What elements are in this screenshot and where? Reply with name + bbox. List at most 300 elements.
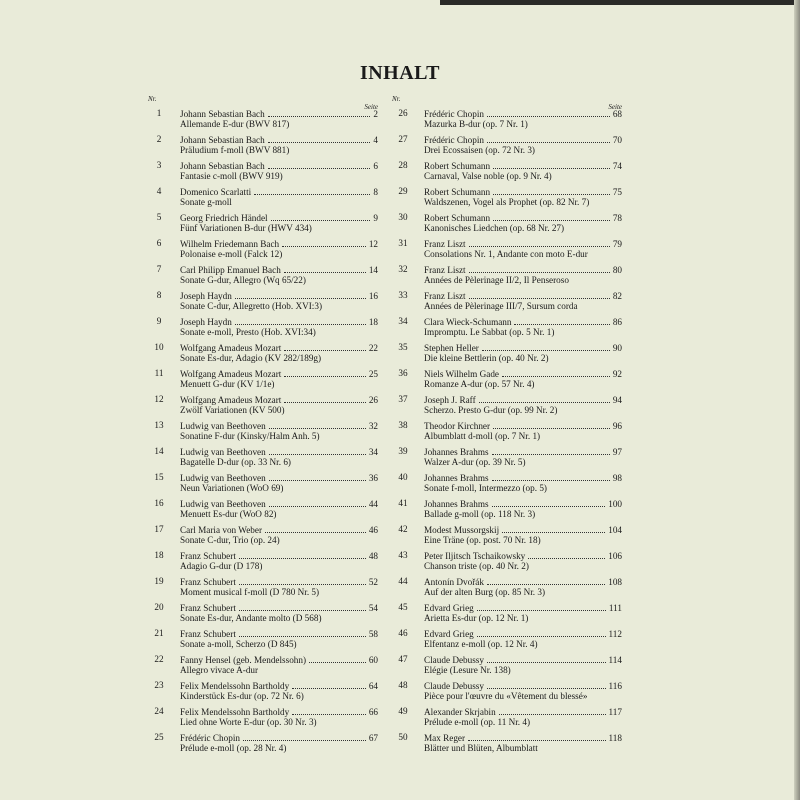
- entry-composer: Wolfgang Amadeus Mozart: [180, 343, 282, 353]
- toc-entry: [392, 445, 622, 471]
- entry-page-number: 58: [368, 629, 378, 639]
- entry-number: 2: [156, 134, 162, 144]
- entry-number: 14: [154, 446, 164, 456]
- entry-page-number: 18: [368, 317, 378, 327]
- dot-leader: [284, 342, 365, 351]
- entry-page-number: 44: [368, 499, 378, 509]
- toc-entry: [392, 497, 622, 523]
- entry-composer: Johann Sebastian Bach: [180, 161, 265, 171]
- entry-number: 34: [398, 316, 408, 326]
- dot-leader: [309, 654, 366, 663]
- toc-entry: [392, 731, 622, 757]
- entry-number: 5: [156, 212, 162, 222]
- entry-composer: Johannes Brahms: [424, 447, 489, 457]
- dot-leader: [487, 576, 605, 585]
- entry-composer: Modest Mussorgskij: [424, 525, 500, 535]
- entry-composer: Theodor Kirchner: [424, 421, 491, 431]
- entry-page-number: 96: [612, 421, 622, 431]
- entry-page-number: 67: [368, 733, 378, 743]
- entry-piece: Walzer A-dur (op. 39 Nr. 5): [424, 457, 526, 467]
- entry-composer: Franz Schubert: [180, 577, 236, 587]
- entry-number: 27: [398, 134, 408, 144]
- entry-page-number: 4: [373, 135, 378, 145]
- entry-piece: Chanson triste (op. 40 Nr. 2): [424, 561, 529, 571]
- entry-piece: Sonate Es-dur, Adagio (KV 282/189g): [180, 353, 322, 363]
- entry-piece: Albumblatt d-moll (op. 7 Nr. 1): [424, 431, 541, 441]
- entry-number: 9: [156, 316, 162, 326]
- entry-composer: Wolfgang Amadeus Mozart: [180, 369, 282, 379]
- entry-page-number: 32: [368, 421, 378, 431]
- entry-number: 1: [156, 108, 162, 118]
- entry-number: 38: [398, 420, 408, 430]
- entry-composer: Niels Wilhelm Gade: [424, 369, 499, 379]
- entry-number: 6: [156, 238, 162, 248]
- dot-leader: [487, 654, 606, 663]
- entry-piece: Sonate G-dur, Allegro (Wq 65/22): [180, 275, 306, 285]
- entry-piece: Années de Pèlerinage II/2, Il Penseroso: [424, 275, 569, 285]
- entry-composer: Ludwig van Beethoven: [180, 421, 266, 431]
- entry-composer: Robert Schumann: [424, 213, 491, 223]
- entry-piece: Prélude e-moll (op. 28 Nr. 4): [180, 743, 287, 753]
- dot-leader: [269, 420, 366, 429]
- toc-entry: [148, 289, 378, 315]
- toc-entry: [148, 237, 378, 263]
- toc-entry: [392, 367, 622, 393]
- entry-number: 23: [154, 680, 164, 690]
- entry-page-number: 74: [612, 161, 622, 171]
- dot-leader: [269, 472, 366, 481]
- dot-leader: [243, 732, 366, 741]
- toc-entry: [148, 341, 378, 367]
- entry-piece: Drei Ecossaisen (op. 72 Nr. 3): [424, 145, 535, 155]
- entry-number: 30: [398, 212, 408, 222]
- entry-piece: Waldszenen, Vogel als Prophet (op. 82 Nr. 7): [424, 197, 590, 207]
- entry-number: 19: [154, 576, 164, 586]
- toc-entry: [392, 523, 622, 549]
- entry-number: 11: [154, 368, 164, 378]
- entry-number: 36: [398, 368, 408, 378]
- entry-number: 40: [398, 472, 408, 482]
- entry-page-number: 46: [368, 525, 378, 535]
- toc-entry: [148, 731, 378, 757]
- seite-header: Seite: [608, 103, 622, 111]
- entry-number: 47: [398, 654, 408, 664]
- entry-composer: Johannes Brahms: [424, 473, 489, 483]
- dot-leader: [254, 186, 370, 195]
- entry-composer: Edvard Grieg: [424, 603, 474, 613]
- entry-composer: Franz Schubert: [180, 603, 236, 613]
- entry-composer: Carl Maria von Weber: [180, 525, 263, 535]
- dot-leader: [239, 602, 366, 611]
- dot-leader: [284, 264, 366, 273]
- entry-piece: Die kleine Bettlerin (op. 40 Nr. 2): [424, 353, 549, 363]
- entry-composer: Franz Schubert: [180, 629, 236, 639]
- dot-leader: [268, 134, 371, 143]
- dot-leader: [265, 524, 366, 533]
- entry-number: 8: [156, 290, 162, 300]
- toc-entry: [392, 341, 622, 367]
- entry-number: 32: [398, 264, 408, 274]
- entry-page-number: 66: [368, 707, 378, 717]
- toc-entry: [392, 107, 622, 133]
- entry-page-number: 25: [368, 369, 378, 379]
- toc-entry: [148, 445, 378, 471]
- entry-piece: Années de Pèlerinage III/7, Sursum corda: [424, 301, 578, 311]
- entry-page-number: 108: [608, 577, 622, 587]
- entry-composer: Franz Schubert: [180, 551, 236, 561]
- toc-entry: [148, 471, 378, 497]
- entry-composer: Joseph Haydn: [180, 291, 232, 301]
- entry-composer: Max Reger: [424, 733, 466, 743]
- entry-piece: Neun Variationen (WoO 69): [180, 483, 284, 493]
- dot-leader: [271, 212, 371, 221]
- entry-composer: Alexander Skrjabin: [424, 707, 496, 717]
- toc-entry: [392, 159, 622, 185]
- entry-composer: Felix Mendelssohn Bartholdy: [180, 707, 290, 717]
- entry-number: 4: [156, 186, 162, 196]
- entry-page-number: 106: [608, 551, 622, 561]
- entry-page-number: 111: [608, 603, 622, 613]
- seite-header: Seite: [364, 103, 378, 111]
- toc-entry: [392, 471, 622, 497]
- dot-leader: [469, 238, 610, 247]
- entry-number: 20: [154, 602, 164, 612]
- entry-page-number: 97: [612, 447, 622, 457]
- entry-piece: Elfentanz e-moll (op. 12 Nr. 4): [424, 639, 538, 649]
- entry-piece: Lied ohne Worte E-dur (op. 30 Nr. 3): [180, 717, 317, 727]
- entry-page-number: 98: [612, 473, 622, 483]
- toc-column-right: [392, 95, 622, 757]
- toc-entry: [148, 107, 378, 133]
- entry-piece: Scherzo. Presto G-dur (op. 99 Nr. 2): [424, 405, 558, 415]
- page-title: INHALT: [359, 62, 441, 84]
- toc-entry: [392, 549, 622, 575]
- dot-leader: [492, 472, 610, 481]
- entry-number: 45: [398, 602, 408, 612]
- toc-entry: [148, 679, 378, 705]
- entry-number: 26: [398, 108, 408, 118]
- toc-entry: [392, 627, 622, 653]
- entry-number: 28: [398, 160, 408, 170]
- entry-composer: Joseph J. Raff: [424, 395, 476, 405]
- entry-page-number: 6: [373, 161, 378, 171]
- dot-leader: [482, 342, 610, 351]
- entry-number: 48: [398, 680, 408, 690]
- entry-page-number: 64: [368, 681, 378, 691]
- entry-composer: Wilhelm Friedemann Bach: [180, 239, 280, 249]
- entry-piece: Fünf Variationen B-dur (HWV 434): [180, 223, 312, 233]
- entry-piece: Menuett G-dur (KV 1/1e): [180, 379, 275, 389]
- entry-page-number: 86: [612, 317, 622, 327]
- dot-leader: [487, 134, 610, 143]
- dot-leader: [268, 108, 371, 117]
- column-header: [392, 95, 622, 111]
- entry-page-number: 82: [612, 291, 622, 301]
- entry-composer: Clara Wieck-Schumann: [424, 317, 512, 327]
- entry-page-number: 104: [608, 525, 622, 535]
- toc-entry: [392, 575, 622, 601]
- dot-leader: [514, 316, 609, 325]
- toc-entry: [392, 315, 622, 341]
- entry-piece: Bagatelle D-dur (op. 33 Nr. 6): [180, 457, 291, 467]
- dot-leader: [477, 602, 606, 611]
- dot-leader: [492, 498, 606, 507]
- dot-leader: [502, 524, 605, 533]
- dot-leader: [469, 264, 610, 273]
- dot-leader: [269, 498, 366, 507]
- entry-piece: Polonaise e-moll (Falck 12): [180, 249, 283, 259]
- entry-piece: Consolations Nr. 1, Andante con moto E-dur: [424, 249, 588, 259]
- entry-page-number: 78: [612, 213, 622, 223]
- toc-entry: [148, 497, 378, 523]
- entry-number: 22: [154, 654, 164, 664]
- entry-number: 44: [398, 576, 408, 586]
- entry-number: 41: [398, 498, 408, 508]
- entry-page-number: 92: [612, 369, 622, 379]
- entry-piece: Auf der alten Burg (op. 85 Nr. 3): [424, 587, 546, 597]
- toc-entry: [392, 289, 622, 315]
- entry-composer: Felix Mendelssohn Bartholdy: [180, 681, 290, 691]
- entry-page-number: 75: [612, 187, 622, 197]
- nr-header: Nr.: [392, 95, 401, 103]
- entry-piece: Carnaval, Valse noble (op. 9 Nr. 4): [424, 171, 552, 181]
- dot-leader: [235, 316, 366, 325]
- entry-piece: Sonate f-moll, Intermezzo (op. 5): [424, 483, 547, 493]
- entry-composer: Wolfgang Amadeus Mozart: [180, 395, 282, 405]
- entry-page-number: 8: [373, 187, 378, 197]
- entry-composer: Claude Debussy: [424, 681, 484, 691]
- entry-piece: Impromptu. Le Sabbat (op. 5 Nr. 1): [424, 327, 555, 337]
- entry-composer: Stephen Heller: [424, 343, 479, 353]
- dot-leader: [239, 628, 366, 637]
- dot-leader: [292, 680, 366, 689]
- dot-leader: [493, 186, 610, 195]
- entry-piece: Allemande E-dur (BWV 817): [180, 119, 290, 129]
- toc-entry: [392, 185, 622, 211]
- entry-composer: Carl Philipp Emanuel Bach: [180, 265, 281, 275]
- dot-leader: [235, 290, 366, 299]
- toc-entry: [148, 419, 378, 445]
- entry-piece: Zwölf Variationen (KV 500): [180, 405, 285, 415]
- entry-piece: Sonate e-moll, Presto (Hob. XVI:34): [180, 327, 316, 337]
- entry-composer: Robert Schumann: [424, 187, 491, 197]
- entry-number: 33: [398, 290, 408, 300]
- toc-entry: [392, 133, 622, 159]
- toc-entry: [392, 601, 622, 627]
- toc-entry: [392, 679, 622, 705]
- entry-composer: Franz Liszt: [424, 265, 466, 275]
- entry-page-number: 68: [612, 109, 622, 119]
- entry-composer: Johann Sebastian Bach: [180, 135, 265, 145]
- entry-composer: Ludwig van Beethoven: [180, 473, 266, 483]
- dot-leader: [487, 680, 606, 689]
- entry-composer: Franz Liszt: [424, 239, 466, 249]
- entry-number: 37: [398, 394, 408, 404]
- entry-composer: Johannes Brahms: [424, 499, 489, 509]
- entry-page-number: 90: [612, 343, 622, 353]
- toc-entry: [148, 367, 378, 393]
- toc-entry: [392, 393, 622, 419]
- entry-number: 17: [154, 524, 164, 534]
- entry-number: 49: [398, 706, 408, 716]
- entry-page-number: 22: [368, 343, 378, 353]
- toc-entry: [392, 237, 622, 263]
- entry-page-number: 9: [373, 213, 378, 223]
- entry-page-number: 112: [608, 629, 622, 639]
- toc-column-left: [148, 95, 378, 757]
- entry-composer: Joseph Haydn: [180, 317, 232, 327]
- entry-piece: Arietta Es-dur (op. 12 Nr. 1): [424, 613, 529, 623]
- entry-composer: Frédéric Chopin: [180, 733, 240, 743]
- entry-number: 35: [398, 342, 408, 352]
- entry-page-number: 36: [368, 473, 378, 483]
- entry-page-number: 34: [368, 447, 378, 457]
- page-edge-right: [794, 0, 800, 800]
- entry-piece: Moment musical f-moll (D 780 Nr. 5): [180, 587, 320, 597]
- toc-entry: [148, 627, 378, 653]
- toc-list-left: [148, 107, 378, 757]
- page-edge-top: [440, 0, 800, 5]
- entry-page-number: 114: [608, 655, 622, 665]
- entry-composer: Antonín Dvořák: [424, 577, 484, 587]
- dot-leader: [479, 394, 610, 403]
- entry-page-number: 100: [608, 499, 622, 509]
- entry-number: 10: [154, 342, 164, 352]
- entry-page-number: 80: [612, 265, 622, 275]
- entry-page-number: 79: [612, 239, 622, 249]
- entry-number: 3: [156, 160, 162, 170]
- entry-piece: Eine Träne (op. post. 70 Nr. 18): [424, 535, 541, 545]
- entry-composer: Claude Debussy: [424, 655, 484, 665]
- entry-page-number: 2: [373, 109, 378, 119]
- entry-piece: Menuett Es-dur (WoO 82): [180, 509, 277, 519]
- entry-composer: Georg Friedrich Händel: [180, 213, 268, 223]
- entry-number: 12: [154, 394, 164, 404]
- toc-entry: [392, 263, 622, 289]
- entry-composer: Edvard Grieg: [424, 629, 474, 639]
- entry-number: 18: [154, 550, 164, 560]
- toc-entry: [148, 601, 378, 627]
- entry-page-number: 16: [368, 291, 378, 301]
- entry-page-number: 70: [612, 135, 622, 145]
- entry-piece: Sonate a-moll, Scherzo (D 845): [180, 639, 297, 649]
- entry-composer: Peter Iljitsch Tschaikowsky: [424, 551, 526, 561]
- entry-composer: Robert Schumann: [424, 161, 491, 171]
- entry-composer: Fanny Hensel (geb. Mendelssohn): [180, 655, 307, 665]
- toc-entry: [148, 523, 378, 549]
- entry-piece: Allegro vivace A-dur: [180, 665, 259, 675]
- dot-leader: [493, 212, 610, 221]
- toc-entry: [148, 705, 378, 731]
- toc-entry: [392, 705, 622, 731]
- entry-page-number: 118: [608, 733, 622, 743]
- entry-composer: Johann Sebastian Bach: [180, 109, 265, 119]
- entry-number: 43: [398, 550, 408, 560]
- toc-entry: [148, 159, 378, 185]
- entry-page-number: 60: [368, 655, 378, 665]
- toc-entry: [392, 653, 622, 679]
- entry-number: 16: [154, 498, 164, 508]
- dot-leader: [493, 420, 610, 429]
- toc-entry: [148, 315, 378, 341]
- entry-piece: Kanonisches Liedchen (op. 68 Nr. 27): [424, 223, 565, 233]
- entry-composer: Ludwig van Beethoven: [180, 499, 266, 509]
- entry-number: 15: [154, 472, 164, 482]
- entry-piece: Sonate g-moll: [180, 197, 232, 207]
- entry-number: 24: [154, 706, 164, 716]
- entry-page-number: 117: [608, 707, 622, 717]
- entry-piece: Blätter und Blüten, Albumblatt: [424, 743, 538, 753]
- entry-number: 7: [156, 264, 162, 274]
- dot-leader: [477, 628, 606, 637]
- entry-number: 21: [154, 628, 164, 638]
- entry-number: 46: [398, 628, 408, 638]
- toc-entry: [148, 263, 378, 289]
- entry-number: 31: [398, 238, 408, 248]
- entry-piece: Fantasie c-moll (BWV 919): [180, 171, 283, 181]
- entry-composer: Ludwig van Beethoven: [180, 447, 266, 457]
- entry-page-number: 48: [368, 551, 378, 561]
- entry-page-number: 26: [368, 395, 378, 405]
- dot-leader: [239, 576, 366, 585]
- dot-leader: [284, 368, 365, 377]
- entry-number: 13: [154, 420, 164, 430]
- toc-entry: [392, 211, 622, 237]
- dot-leader: [502, 368, 610, 377]
- entry-number: 39: [398, 446, 408, 456]
- toc-list-right: [392, 107, 622, 757]
- entry-page-number: 116: [608, 681, 622, 691]
- entry-piece: Sonate Es-dur, Andante molto (D 568): [180, 613, 322, 623]
- toc-entry: [148, 575, 378, 601]
- entry-page-number: 94: [612, 395, 622, 405]
- entry-piece: Sonate C-dur, Allegretto (Hob. XVI:3): [180, 301, 323, 311]
- entry-page-number: 14: [368, 265, 378, 275]
- column-header: [148, 95, 378, 111]
- entry-number: 50: [398, 732, 408, 742]
- dot-leader: [487, 108, 610, 117]
- entry-piece: Präludium f-moll (BWV 881): [180, 145, 290, 155]
- toc-entry: [148, 185, 378, 211]
- entry-piece: Romanze A-dur (op. 57 Nr. 4): [424, 379, 535, 389]
- dot-leader: [493, 160, 610, 169]
- dot-leader: [492, 446, 610, 455]
- entry-piece: Elégie (Lesure Nr. 138): [424, 665, 511, 675]
- entry-piece: Mazurka B-dur (op. 7 Nr. 1): [424, 119, 528, 129]
- toc-entry: [392, 419, 622, 445]
- entry-piece: Adagio G-dur (D 178): [180, 561, 263, 571]
- dot-leader: [292, 706, 366, 715]
- entry-page-number: 54: [368, 603, 378, 613]
- dot-leader: [528, 550, 605, 559]
- entry-piece: Sonate C-dur, Trio (op. 24): [180, 535, 280, 545]
- entry-page-number: 52: [368, 577, 378, 587]
- dot-leader: [268, 160, 371, 169]
- entry-piece: Sonatine F-dur (Kinsky/Halm Anh. 5): [180, 431, 320, 441]
- entry-composer: Frédéric Chopin: [424, 109, 484, 119]
- dot-leader: [468, 732, 605, 741]
- dot-leader: [269, 446, 366, 455]
- entry-composer: Franz Liszt: [424, 291, 466, 301]
- entry-piece: Pièce pour l'œuvre du «Vêtement du blessé»: [424, 691, 588, 701]
- toc-entry: [148, 653, 378, 679]
- toc-entry: [148, 393, 378, 419]
- dot-leader: [282, 238, 366, 247]
- entry-piece: Kinderstück Es-dur (op. 72 Nr. 6): [180, 691, 304, 701]
- nr-header: Nr.: [148, 95, 157, 103]
- toc-entry: [148, 211, 378, 237]
- toc-entry: [148, 133, 378, 159]
